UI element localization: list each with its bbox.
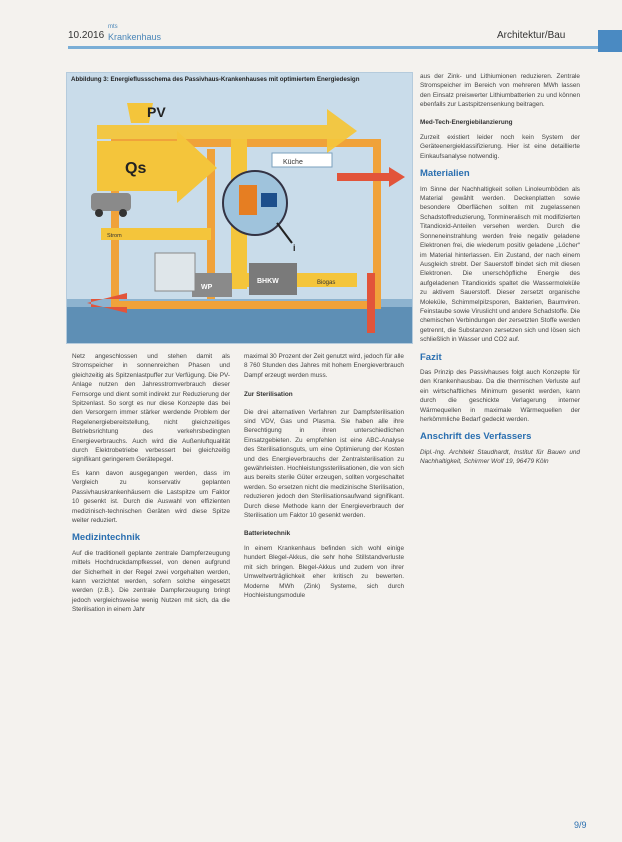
- heading-materialien: Materialien: [420, 168, 470, 180]
- column-left: [72, 352, 230, 619]
- logo-text: Krankenhaus: [108, 32, 162, 42]
- paragraph: aus der Zink- und Lithiumionen reduzieren. Zentrale Stromspeicher im Bereich von mehreren MWh lassen den Einsatz preiswerter Lithiumbatterien zu und können ebenfalls zur Lastspitzensenkung beitragen.: [420, 73, 580, 109]
- label-kueche: Küche: [283, 159, 303, 166]
- paragraph: Netz angeschlossen und stehen damit als Stromspeicher in sonnenreichen Phasen und gleichzeitig als Spitzenlastpuffer zur Verfügung. Die PV-Anlage nutzen den Jahresstromverbrauch dieser Fernsorge und dient somit indirekt zur Reduzierung der Spitzenlast. So sorgt es nur diese Konzepte das bei den Versorgern immer stärker werdende Problem der Regelenergiebereitstellung, nicht gleichzeitiges Betriebsrichtung des verkehrsbedingten Energieverbrauchs. Auch wird die Außenluftqualität durch Elektrobetriebe verbessert bei gleichzeitig signifikant geringerem Gerätepegel.: [72, 353, 230, 464]
- label-bhkw: BHKW: [257, 278, 279, 285]
- author-address: Dipl.-Ing. Architekt Staudhardt, Institut für Bauen und Nachhaltigkeit, Schirmer Wolf 19, 96479 Köln: [420, 448, 580, 466]
- heading-batterietechnik: Batterietechnik: [244, 529, 291, 537]
- heading-anschrift: Anschrift des Verfassers: [420, 431, 532, 443]
- heading-sterilisation: Zur Sterilisation: [244, 391, 293, 399]
- car: [91, 193, 131, 211]
- logo-top: mts: [108, 24, 118, 30]
- label-i: i: [293, 243, 296, 253]
- magazine-logo: [108, 22, 161, 42]
- monitor: [261, 193, 277, 207]
- page-number: 9/9: [574, 820, 587, 830]
- paragraph: Das Prinzip des Passivhauses folgt auch Konzepte für den Krankenhausbau. Da die thermischen Verluste auf ein wirtschaftliches Minimum gesenkt werden, kann durch die geschickte Verlagerung interner Wärmequellen in maximale Wärmequellen der herkömmliche Bedarf gedeckt werden.: [420, 368, 580, 423]
- column-right: [420, 72, 580, 471]
- heat-out-arrow: [337, 167, 405, 187]
- heading-medizintechnik: Medizintechnik: [72, 532, 141, 544]
- label-biogas: Biogas: [317, 280, 336, 286]
- person: [239, 185, 257, 215]
- energy-flow-diagram: [67, 73, 412, 343]
- paragraph: Im Sinne der Nachhaltigkeit sollen Linoleumböden als Material gewählt werden. Deckenplatten sowie besondere Oberflächen sollten mit zugelassenen Schadstoffreduzierung, Tonmineralisch mit modifizierten Titandioxid-Anteilen versehen werden. Durch die Sonneneinstrahlung werden freie negativ geladene Elektronen frei, die wiederum positiv geladene „Löcher“ im Material hinterlassen. Ein Zustand, der nach einem Ausgleich strebt. Der Sauerstoff bindet sich mit diesen Elektronen. Die unerschöpfliche Energie des aufgeladenen Titandioxids spaltet die Wassermoleküle zu aktivem Sauerstoff. Dieser zersetzt organische Moleküle, Schimmelpilzsporen, Bakterien, Baumviren. Feinstaube sowie Viruslicht und andere Schadstoffe. Die chemischen Verbindungen der zersetzten Stoffe werden getrennt, die Substanzen zersetzen sich und lösen sich schließlich in Wasser und CO2 auf.: [420, 185, 580, 344]
- paragraph: Auf die traditionell geplante zentrale Dampferzeugung mittels Hochdruckdampfkessel, von denen aufgrund der Sicherheit in der Regel zwei vorgehalten werden, kann verzichtet werden, sofern solche eingesetzt werden (z.B.). Die zentrale Dampferzeugung bringt jedoch vergleichsweise wenig Nutzen mit sich, da die Sterilisation in einem Jahr: [72, 549, 230, 614]
- label-qs: Qs: [125, 160, 147, 177]
- header-rule: [68, 46, 598, 49]
- energy-flow-figure: [66, 72, 413, 344]
- figure-caption: Abbildung 3: Energieflussschema des Passivhaus-Krankenhauses mit optimiertem Energiedesign: [71, 76, 360, 83]
- label-pv: PV: [147, 104, 166, 120]
- label-strom: Strom: [107, 233, 122, 239]
- corner-tab: [598, 30, 622, 52]
- issue-label: 10.2016: [68, 30, 105, 41]
- paragraph: In einem Krankenhaus befinden sich wohl einige hundert Blegel-Akkus, die sehr hohe Stillstandverluste mit sich bringen. Blegel-Akkus und zudem von ihrer Umweltverträglichkeit eher kritisch zu bewerten. Moderne MWh (Zink) Systeme, sich durch Hochleistungsmodule: [244, 544, 404, 599]
- heading-medtech: Med-Tech-Energiebilanzierung: [420, 118, 513, 126]
- heat-riser: [367, 273, 375, 333]
- label-wp: WP: [201, 284, 213, 291]
- paragraph: Die drei alternativen Verfahren zur Dampfsterilisation sind VDV, Gas und Plasma. Sie haben alle ihre Berechtigung in ihren unterschiedlichen Einsatzgebieten. Zu empfehlen ist eine ABC-Analyse des Sterilisationsguts, um eine Optimierung der Kosten und des Energieverbrauchs der Zentralsterilisation zu gewährleisten. Hochleistungssterilisationen, die von sich aus bereits sterile Güter erzeugen, sollten vorgeschaltet werden. So ersetzen nicht die medizinische Sterilisation, reduzieren jedoch den Sterilisationsaufwand signifikant. Durch diese Methode kann der Energieverbrauch der Sterilisation um Faktor 10 gesenkt werden.: [244, 408, 404, 520]
- section-label: Architektur/Bau: [497, 30, 566, 41]
- column-middle: [244, 352, 404, 604]
- heading-fazit: Fazit: [420, 351, 442, 363]
- paragraph: Zurzeit existiert leider noch kein System der Geräteenergieklassifizierung. Hier ist eine detaillierte Einkaufsanalyse notwendig.: [420, 134, 580, 160]
- storage-box: [155, 253, 195, 291]
- paragraph: maximal 30 Prozent der Zeit genutzt wird, jedoch für alle 8 760 Stunden des Jahres mit hohem Energieverbrauch Dampf erzeugt werden muss.: [244, 353, 404, 379]
- paragraph: Es kann davon ausgegangen werden, dass im Vergleich zu konservativ geplanten Passivhauskrankenhäusern die Lastspitze um Faktor 10 gesenkt ist. Durch die Auswahl von effizienten medizinisch-technischen Geräten wird diese Spitze weiter reduziert.: [72, 469, 230, 524]
